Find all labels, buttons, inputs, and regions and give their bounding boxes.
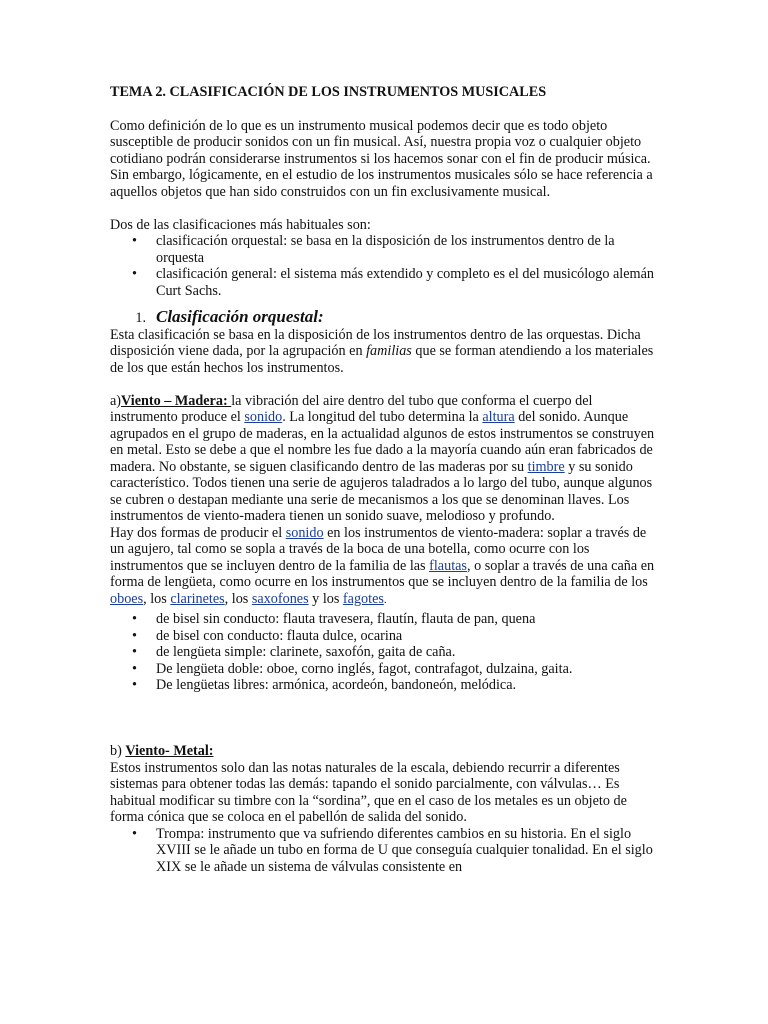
madera-paragraph-2: Hay dos formas de producir el sonido en los instrumentos de viento-madera: soplar a través de un agujero, tal como se sopla a través de la boca de una botella, como ocurre con los instrumentos que se incluyen dentro de la familia de las flautas, o soplar a través de una caña en forma de lengüeta, como ocurre en los instrumentos que se incluyen dentro de la familia de los oboes, los clarinetes, los saxofones y los fagotes. <box>110 524 655 607</box>
link-timbre[interactable]: timbre <box>527 458 565 475</box>
subsection-heading: Viento – Madera: <box>121 392 232 409</box>
list-item: • de lengüeta simple: clarinete, saxofón, gaita de caña. <box>156 644 660 661</box>
classifications-list <box>110 233 660 299</box>
list-item: • De lengüeta doble: oboe, corno inglés, fagot, contrafagot, dulzaina, gaita. <box>156 661 660 678</box>
metal-heading-line: b) Viento- Metal: <box>110 743 214 759</box>
metal-list <box>110 826 660 876</box>
section-paragraph: Esta clasificación se basa en la disposición de los instrumentos dentro de las orquestas. Dicha disposición viene dada, por la agrupación en familias que se forman atendiendo a los materiales de los que están hechos los instrumentos. <box>110 326 654 376</box>
madera-list <box>110 611 660 694</box>
list-item: • De lengüetas libres: armónica, acordeón, bandoneón, melódica. <box>156 677 660 694</box>
italic-term: familias <box>366 343 412 359</box>
document-page <box>110 84 660 875</box>
madera-paragraph: a)Viento – Madera: la vibración del aire dentro del tubo que conforma el cuerpo del instrumento produce el sonido. La longitud del tubo determina la altura del sonido. Aunque agrupados en el grupo de maderas, en la actualidad algunos de estos instrumentos se construyen en metal. Esto se debe a que el nombre les fue dado a la mayoría cuando aún eran fabricados de madera. No obstante, se siguen clasificando dentro de las maderas por su timbre y su sonido característico. Todos tienen una serie de agujeros taladrados a lo largo del tubo, aunque algunos se cubren o destapan mediante una serie de mecanismos a los que se denominan llaves. Los instrumentos de viento-madera tienen un sonido suave, melodioso y profundo. <box>110 392 655 524</box>
list-item: • clasificación general: el sistema más extendido y completo es el del musicólogo alemán Curt Sachs. <box>156 266 660 299</box>
link-sonido-2[interactable]: sonido <box>285 524 324 541</box>
list-item: • clasificación orquestal: se basa en la disposición de los instrumentos dentro de la orquesta <box>156 233 660 266</box>
page-title: TEMA 2. CLASIFICACIÓN DE LOS INSTRUMENTOS MUSICALES <box>110 84 547 100</box>
section-title: Clasificación orquestal: <box>156 307 324 326</box>
subsection-heading: Viento- Metal: <box>125 743 214 759</box>
list-item: • Trompa: instrumento que va sufriendo diferentes cambios en su historia. En el siglo XVIII se le añade un tubo en forma de U que conseguía cualquier tonalidad. En el siglo XIX se le añade un sistema de válvulas consistente en <box>156 826 660 876</box>
section-heading <box>110 309 660 327</box>
intro-paragraph: Como definición de lo que es un instrumento musical podemos decir que es todo objeto susceptible de producir sonidos con un fin musical. Así, nuestra propia voz o cualquier objeto cotidiano podrán considerarse instrumentos si los hacemos sonar con el fin de producir música. Sin embargo, lógicamente, en el estudio de los instrumentos musicales sólo se hace referencia a aquellos objetos que han sido construidos con un fin exclusivamente musical. <box>110 117 653 200</box>
link-saxofones[interactable]: saxofones <box>251 590 309 607</box>
link-altura[interactable]: altura <box>482 409 515 425</box>
list-item: • de bisel con conducto: flauta dulce, ocarina <box>156 628 660 645</box>
metal-paragraph: Estos instrumentos solo dan las notas naturales de la escala, debiendo recurrir a diferentes sistemas para obtener todas las demás: tapando el sonido parcialmente, con válvulas… Es habitual modificar su timbre con la “sordina”, que en el caso de los metales es un objeto de forma cónica que se coloca en el pabellón de salida del sonido. <box>110 759 627 825</box>
list-item: • de bisel sin conducto: flauta travesera, flautín, flauta de pan, quena <box>156 611 660 628</box>
section-number: 1. <box>135 310 146 326</box>
link-flautas[interactable]: flautas <box>429 557 467 574</box>
link-oboes[interactable]: oboes <box>110 590 144 607</box>
classifications-intro: Dos de las clasificaciones más habituales son: <box>110 216 371 233</box>
link-clarinetes[interactable]: clarinetes <box>170 590 225 607</box>
link-sonido[interactable]: sonido <box>244 409 283 425</box>
link-fagotes[interactable]: fagotes <box>342 590 384 607</box>
